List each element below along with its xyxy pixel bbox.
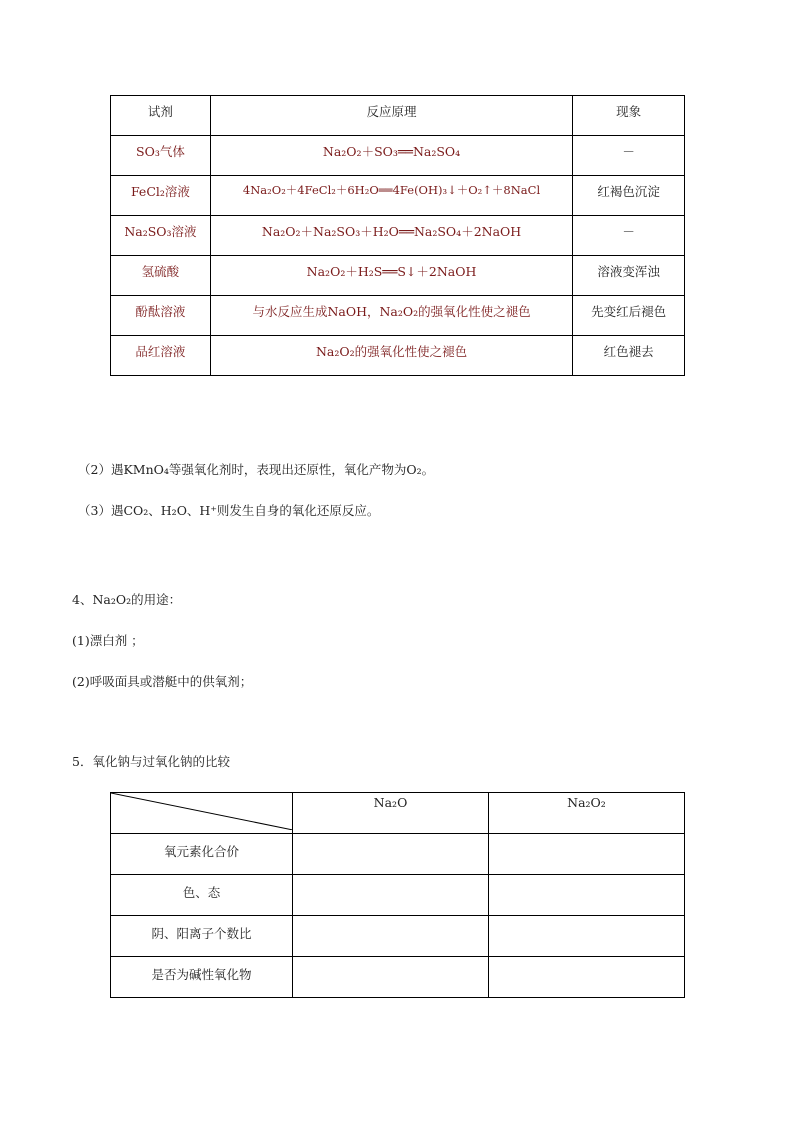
table-row [111,875,685,916]
phenomenon-cell: 红褐色沉淀 [573,176,685,216]
row-label: 色、态 [111,875,293,916]
header-principle: 反应原理 [210,96,572,136]
diagonal-line [111,793,293,830]
table-row [111,176,685,216]
table-header-row [111,793,685,834]
empty-cell [293,834,489,875]
principle-cell: 4Na₂O₂＋4FeCl₂＋6H₂O══4Fe(OH)₃↓＋O₂↑＋8NaCl [210,176,572,216]
table-row [111,216,685,256]
phenomenon-cell: 红色褪去 [573,336,685,376]
table-row [111,916,685,957]
section-4-title: 4、Na₂O₂的用途： [72,592,182,607]
phenomenon-cell: 溶液变浑浊 [573,256,685,296]
reagent-cell: Na₂SO₃溶液 [111,216,211,256]
table-row [111,834,685,875]
principle-cell: Na₂O₂的强氧化性使之褪色 [210,336,572,376]
header-phenomenon: 现象 [573,96,685,136]
paragraph-3: （3）遇CO₂、H₂O、H⁺则发生自身的氧化还原反应。 [78,503,380,518]
table-row [111,256,685,296]
phenomenon-cell: 先变红后褪色 [573,296,685,336]
table-row [111,336,685,376]
table-row [111,136,685,176]
section-4-item-1: (1)漂白剂 ； [72,633,144,648]
principle-cell: 与水反应生成NaOH，Na₂O₂的强氧化性使之褪色 [210,296,572,336]
table-row [111,296,685,336]
empty-cell [293,916,489,957]
empty-cell [489,916,685,957]
empty-cell [293,875,489,916]
diagonal-header-cell [111,793,293,834]
phenomenon-cell: － [573,136,685,176]
reaction-table [110,95,685,376]
header-na2o2: Na₂O₂ [489,793,685,834]
row-label: 是否为碱性氧化物 [111,957,293,998]
header-na2o: Na₂O [293,793,489,834]
paragraph-2: （2）遇KMnO₄等强氧化剂时，表现出还原性，氧化产物为O₂。 [78,462,435,477]
reagent-cell: SO₃气体 [111,136,211,176]
comparison-table [110,792,685,998]
phenomenon-cell: － [573,216,685,256]
principle-cell: Na₂O₂＋Na₂SO₃＋H₂O══Na₂SO₄＋2NaOH [210,216,572,256]
empty-cell [489,875,685,916]
reagent-cell: 酚酞溶液 [111,296,211,336]
section-5-title: 5．氧化钠与过氧化钠的比较 [72,754,230,769]
principle-cell: Na₂O₂＋SO₃══Na₂SO₄ [210,136,572,176]
empty-cell [489,834,685,875]
empty-cell [293,957,489,998]
reagent-cell: FeCl₂溶液 [111,176,211,216]
table-row [111,957,685,998]
reagent-cell: 氢硫酸 [111,256,211,296]
row-label: 阴、阳离子个数比 [111,916,293,957]
section-4-item-2: (2)呼吸面具或潜艇中的供氧剂； [72,674,253,689]
table-header-row [111,96,685,136]
row-label: 氧元素化合价 [111,834,293,875]
empty-cell [489,957,685,998]
header-reagent: 试剂 [111,96,211,136]
reagent-cell: 品红溶液 [111,336,211,376]
principle-cell: Na₂O₂＋H₂S══S↓＋2NaOH [210,256,572,296]
